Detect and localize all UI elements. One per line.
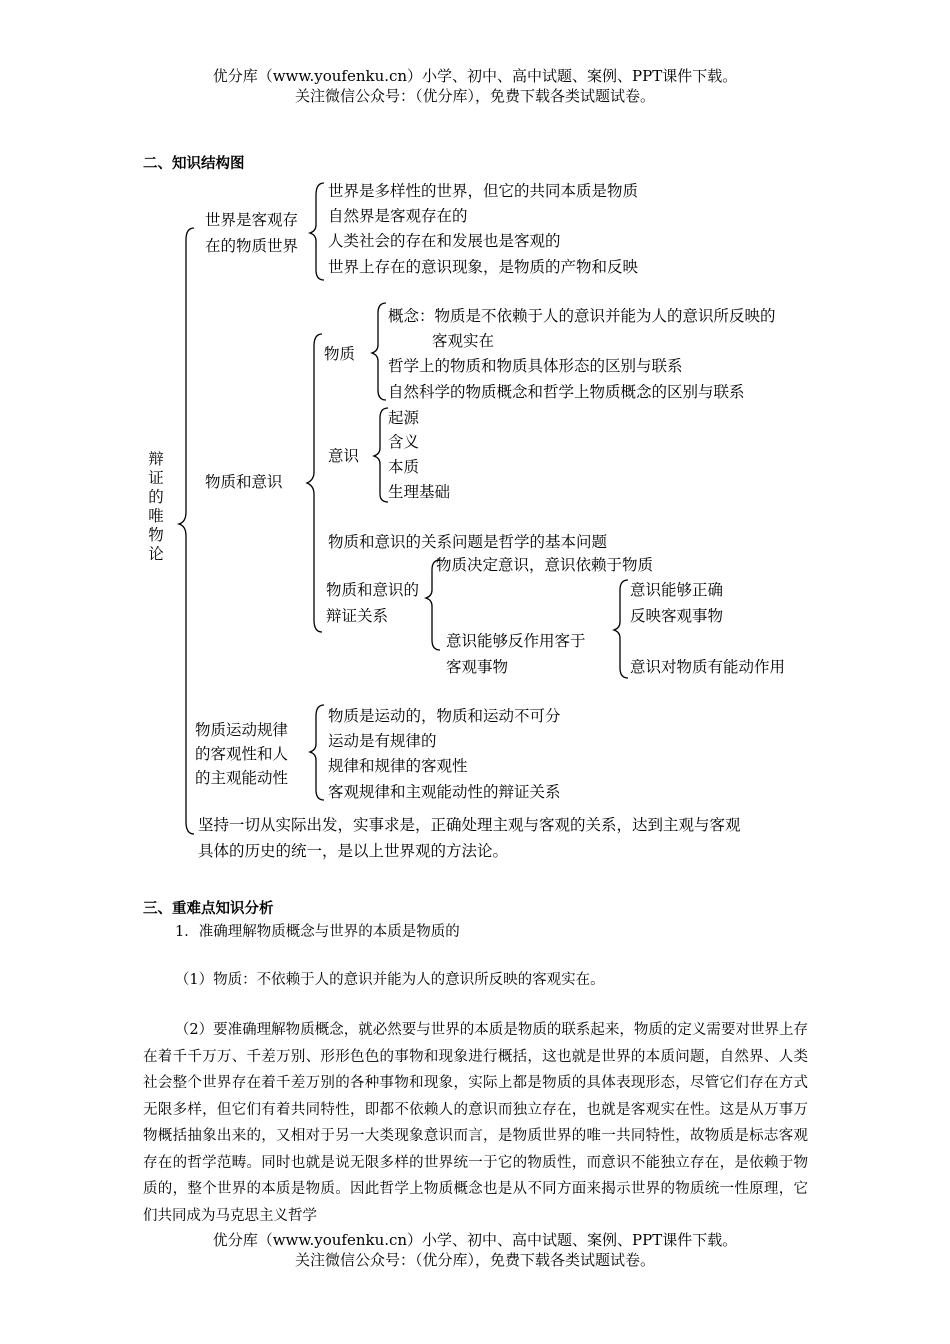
dialectic-sub-item: 意识能够正确 反映客观事物 bbox=[630, 581, 724, 625]
footer-line1: 优分库（www.youfenku.cn）小学、初中、高中试题、案例、PPT课件下载。 bbox=[212, 1231, 738, 1249]
paragraph: （1）物质：不依赖于人的意识并能为人的意识所反映的客观实在。 bbox=[174, 972, 605, 988]
world-item: 世界是多样性的世界，但它的共同本质是物质 bbox=[328, 182, 639, 200]
motion-item: 运动是有规律的 bbox=[328, 732, 437, 750]
matter-consciousness-brace bbox=[307, 334, 322, 632]
consciousness-label: 意识 bbox=[328, 447, 360, 465]
matter-item: 自然科学的物质概念和哲学上物质概念的区别与联系 bbox=[388, 383, 745, 401]
consciousness-item: 起源 bbox=[388, 409, 420, 427]
world-label: 世界是客观存 在的物质世界 bbox=[205, 211, 299, 255]
consciousness-item: 生理基础 bbox=[388, 483, 451, 501]
consciousness-brace bbox=[374, 408, 388, 502]
dialectic-reaction: 意识能够反作用客于 客观事物 bbox=[446, 632, 586, 676]
motion-item: 客观规律和主观能动性的辩证关系 bbox=[328, 783, 561, 801]
methodology: 坚持一切从实际出发，实事求是，正确处理主观与客观的关系，达到主观与客观 具体的历史的统一，是以上世界观的方法论。 bbox=[198, 816, 741, 860]
motion-brace bbox=[310, 705, 324, 800]
world-item: 人类社会的存在和发展也是客观的 bbox=[328, 232, 561, 250]
basic-question: 物质和意识的关系问题是哲学的基本问题 bbox=[328, 533, 608, 551]
motion-label: 物质运动规律 的客观性和人 的主观能动性 bbox=[195, 721, 289, 787]
matter-consciousness-label: 物质和意识 bbox=[205, 473, 283, 491]
footer-line2: 关注微信公众号：（优分库），免费下载各类试题试卷。 bbox=[294, 1251, 655, 1269]
section3-title: 三、重难点知识分析 bbox=[143, 900, 274, 917]
matter-brace bbox=[372, 303, 386, 400]
dialectic-sub-item: 意识对物质有能动作用 bbox=[630, 658, 786, 676]
consciousness-item: 本质 bbox=[388, 458, 420, 476]
matter-item: 哲学上的物质和物质具体形态的区别与联系 bbox=[388, 357, 683, 375]
point1-heading: 1．准确理解物质概念与世界的本质是物质的 bbox=[175, 924, 460, 940]
motion-item: 物质是运动的，物质和运动不可分 bbox=[328, 707, 561, 725]
matter-concept-line2: 客观实在 bbox=[432, 332, 495, 350]
header-line1: 优分库（www.youfenku.cn）小学、初中、高中试题、案例、PPT课件下载。 bbox=[212, 67, 738, 85]
consciousness-item: 含义 bbox=[388, 433, 420, 451]
paragraph: （2）要准确理解物质概念，就必然要与世界的本质是物质的联系起来，物质的定义需要对世界上存在着千千万万、千差万别、形形色色的事物和现象进行概括，这也就是世界的本质问题，自然界、人类社会整个世界存在着千差万别的各种事物和现象，实际上都是物质的具体表现形态，尽管它们存在方式无限多样，但它们有着共同特性，即都不依赖人的意识而独立存在，也就是客观实在性。这是从万事万物概括抽象出来的，又相对于另一大类现象意识而言，是物质世界的唯一共同特性，故物质是标志客观存在的哲学范畴。同时也就是说无限多样的世界统一于它的物质性，而意识不能独立存在，是依赖于物质的，整个世界的本质是物质。因此哲学上物质概念也是从不同方面来揭示世界的物质统一性原理，它们共同成为马克思主义哲学 bbox=[143, 1022, 808, 1224]
world-item: 自然界是客观存在的 bbox=[328, 207, 468, 225]
matter-concept-line1: 概念：物质是不依赖于人的意识并能为人的意识所反映的 bbox=[388, 307, 776, 325]
header-line2: 关注微信公众号：（优分库），免费下载各类试题试卷。 bbox=[294, 87, 655, 105]
section2-title: 二、知识结构图 bbox=[143, 155, 245, 172]
sub-brace bbox=[614, 580, 628, 678]
motion-item: 规律和规律的客观性 bbox=[328, 757, 468, 775]
dialectic-decides: 物质决定意识，意识依赖于物质 bbox=[436, 556, 654, 574]
page-footer bbox=[0, 1230, 950, 1270]
main-brace bbox=[179, 228, 194, 834]
root-label: 辩证的唯物论 bbox=[148, 450, 164, 563]
dialectic-label: 物质和意识的 辩证关系 bbox=[326, 581, 420, 625]
world-item: 世界上存在的意识现象，是物质的产物和反映 bbox=[328, 258, 639, 276]
world-brace bbox=[310, 183, 324, 280]
matter-label: 物质 bbox=[324, 345, 356, 363]
